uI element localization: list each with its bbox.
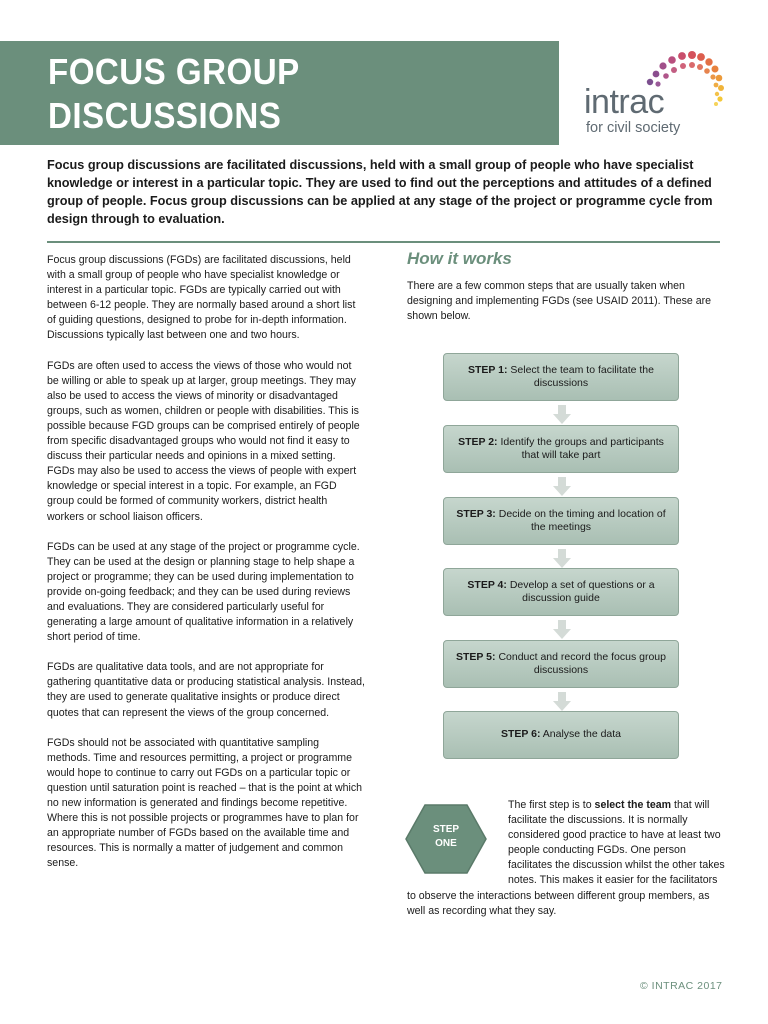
page-title-line2: DISCUSSIONS bbox=[48, 95, 282, 136]
step-box-6 bbox=[443, 711, 679, 759]
step-text: Decide on the timing and location of the meetings bbox=[498, 507, 666, 533]
step-label: STEP 3: bbox=[456, 507, 496, 520]
how-it-works-text: There are a few common steps that are usually taken when designing and implementing FGDs (see USAID 2011). These are shown below. bbox=[407, 280, 712, 323]
down-arrow-icon bbox=[552, 477, 572, 497]
badge-line: STEP bbox=[432, 824, 460, 835]
page-title-line1: FOCUS GROUP bbox=[48, 51, 300, 92]
badge-line: ONE bbox=[435, 838, 457, 849]
step-label: STEP 4: bbox=[467, 578, 507, 591]
body-paragraph: Focus group discussions (FGDs) are facilitated discussions, held with a small group of people who have specialist knowledge or interest in a particular topic. FGDs are typically carried out with between 6-12 people. They are normally based around a short list of guiding questions, designed to probe for in-depth information. Discussions typically last between one and two hours. bbox=[47, 254, 356, 342]
step-label: STEP 6: bbox=[500, 728, 541, 741]
step-box-3 bbox=[443, 497, 679, 545]
step-one-paragraph bbox=[407, 798, 725, 919]
down-arrow-icon bbox=[552, 620, 572, 640]
step-one-text-rest: that will facilitate the discussions. It is normally considered good practice to have at least two people conducting FGDs. One person facilitates the discussion whilst the other takes notes. This makes it easier for the facilitators to observe the interactions between different group members, as well as recording what they say. bbox=[407, 799, 725, 917]
step-text: Analyse the data bbox=[542, 728, 622, 741]
step-text: Select the team to facilitate the discussions bbox=[510, 363, 654, 389]
step-text: Identify the groups and participants that will take part bbox=[500, 435, 664, 461]
body-paragraph: FGDs are often used to access the views of those who would not be willing or able to speak up at larger, group meetings. They may also be used to access the views of minority or disadvantaged groups, such as women, children or people with disabilities. This is possible because FGD groups can be comprised entirely of people from specific disadvantaged groups who would not find it easy to discuss their particular needs and opinions in a mixed setting. FGDs may also be used to access the views of people with expert knowledge or special interest in a topic. For example, an FGD group could be formed of community workers, district health workers or school liaison officers. bbox=[47, 359, 360, 523]
logo-tagline: for civil society bbox=[586, 120, 681, 136]
step-box-5 bbox=[443, 640, 679, 688]
body-paragraph: FGDs can be used at any stage of the project or programme cycle. They can be used at the design or planning stage to help shape a project or programme; they can be used during implementation to provide on-going feedback; and they can be used during reviews and evaluations. They are considered particularly useful for generating a large amount of qualitative information in a relatively short period of time. bbox=[47, 540, 360, 644]
step-box-4 bbox=[443, 568, 679, 616]
step-text: Develop a set of questions or a discussion guide bbox=[509, 578, 655, 604]
step-label: STEP 2: bbox=[458, 435, 498, 448]
step-one-text-start: The first step is to bbox=[508, 799, 595, 811]
step-text: Conduct and record the focus group discussions bbox=[498, 650, 666, 676]
intro-summary: Focus group discussions are facilitated discussions, held with a small group of people who have specialist knowledge or interest in a particular topic. They are used to find out the perceptions and attitudes of a defined group of people. Focus group discussions can be applied at any stage of the project or programme cycle from design through to evaluation. bbox=[47, 158, 713, 226]
left-column bbox=[47, 253, 365, 886]
step-one-emphasis: select the team bbox=[594, 799, 672, 811]
down-arrow-icon bbox=[552, 405, 572, 425]
section-divider bbox=[47, 241, 720, 243]
intrac-logo bbox=[584, 48, 724, 143]
down-arrow-icon bbox=[552, 549, 572, 569]
down-arrow-icon bbox=[552, 692, 572, 712]
page-title bbox=[48, 50, 300, 138]
step-label: STEP 1: bbox=[467, 363, 508, 376]
body-paragraph: FGDs should not be associated with quantitative sampling methods. Time and resources permitting, a project or programme would hope to continue to carry out FGDs on a particular topic or question until saturation point is reached – that is the point at which no new information is generated and findings become repetitive. Where this is not possible projects or programmes have to plan for an appropriate number of FGDs based on the available time and resources. This is normally a matter of judgement and common sense. bbox=[47, 736, 363, 870]
logo-wordmark: intrac bbox=[584, 83, 665, 121]
step-label: STEP 5: bbox=[456, 650, 496, 663]
section-heading-how-it-works: How it works bbox=[407, 249, 512, 268]
copyright-footer: © INTRAC 2017 bbox=[640, 980, 723, 992]
step-box-2 bbox=[443, 425, 679, 473]
body-paragraph: FGDs are qualitative data tools, and are not appropriate for gathering quantitative data or producing statistical analysis. Instead, they are used to generate qualitative insights or produce direct quotes that can represent the views of the group concerned. bbox=[47, 661, 366, 719]
step-box-1 bbox=[443, 353, 679, 401]
